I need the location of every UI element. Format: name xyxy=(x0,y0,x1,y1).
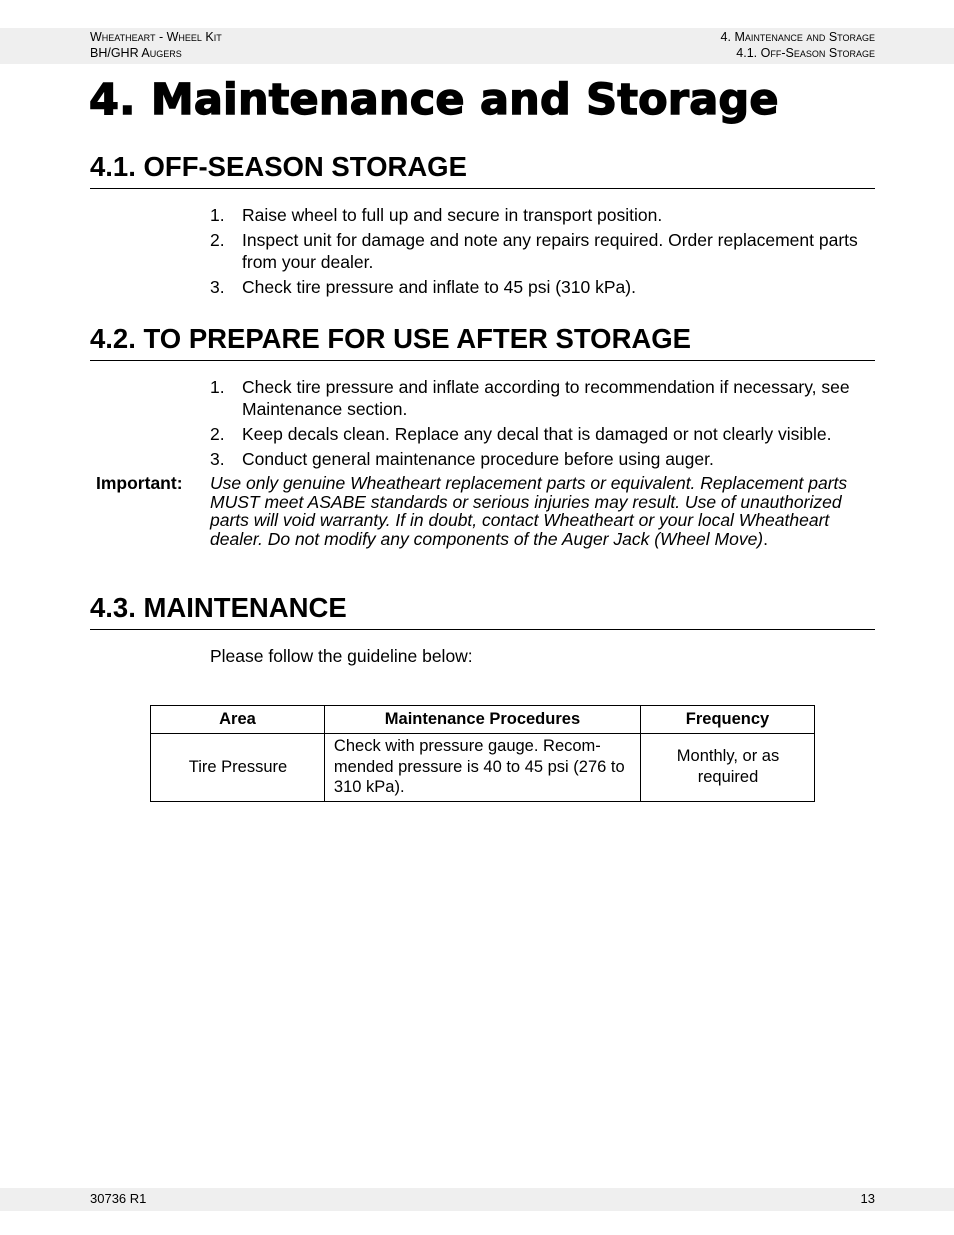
header-model: BH/GHR Augers xyxy=(90,46,182,60)
list-item-text: Inspect unit for damage and note any repairs required. Order replacement parts from your dealer. xyxy=(242,230,858,272)
list-item-text: Raise wheel to full up and secure in transport position. xyxy=(242,205,663,225)
header-left xyxy=(90,29,222,61)
header-section: 4.1. Off-Season Storage xyxy=(736,46,875,60)
prepare-after-storage-list xyxy=(210,377,880,474)
important-note-period: . xyxy=(763,528,769,549)
maintenance-intro: Please follow the guideline below: xyxy=(210,646,473,666)
table-row xyxy=(151,734,815,802)
column-header-area: Area xyxy=(151,706,325,734)
table-cell-procedure: Check with pressure gauge. Recom-mended pressure is 40 to 45 psi (276 to 310 kPa). xyxy=(324,734,640,802)
list-item-text: Check tire pressure and inflate to 45 psi (310 kPa). xyxy=(242,276,636,297)
list-item xyxy=(210,424,880,446)
list-item xyxy=(210,277,880,299)
list-item-text: Conduct general maintenance procedure before using auger. xyxy=(242,448,714,469)
header-chapter: 4. Maintenance and Storage xyxy=(720,30,875,44)
list-item-number: 2. xyxy=(210,230,225,250)
column-header-procedures: Maintenance Procedures xyxy=(324,706,640,734)
section-title-off-season-storage: 4.1. OFF-SEASON STORAGE xyxy=(90,150,875,189)
column-header-frequency: Frequency xyxy=(641,706,815,734)
maintenance-table xyxy=(150,705,815,802)
table-cell-area: Tire Pressure xyxy=(151,734,325,802)
list-item-number: 1. xyxy=(210,377,225,397)
footer-doc-number: 30736 R1 xyxy=(90,1191,147,1206)
list-item-number: 3. xyxy=(210,276,225,297)
chapter-title: 4. Maintenance and Storage xyxy=(89,75,779,125)
important-note-text: Use only genuine Wheatheart replacement parts or equivalent. Replacement parts MUST meet ASABE standards or serious injuries may result. Use of unauthorized parts will void warranty. If in doubt, contact Wheatheart or your local Wheatheart dealer. Do not modify any components of the Auger Jack (Wheel Move) xyxy=(210,473,848,549)
important-note xyxy=(210,474,878,548)
list-item-text: Keep decals clean. Replace any decal that is damaged or not clearly visible. xyxy=(242,423,832,444)
list-item xyxy=(210,449,880,471)
section-title-prepare-after-storage: 4.2. TO PREPARE FOR USE AFTER STORAGE xyxy=(90,322,875,361)
list-item-number: 3. xyxy=(210,448,225,469)
list-item xyxy=(210,205,880,227)
list-item xyxy=(210,377,880,420)
list-item-text: Check tire pressure and inflate according to recommendation if necessary, see Maintenance section. xyxy=(242,377,850,419)
header-right xyxy=(721,29,875,61)
table-header-row xyxy=(151,706,815,734)
important-label: Important: xyxy=(96,473,183,493)
off-season-storage-list xyxy=(210,205,880,302)
list-item xyxy=(210,230,880,273)
table-cell-frequency: Monthly, or as required xyxy=(641,734,815,802)
section-title-maintenance: 4.3. MAINTENANCE xyxy=(90,591,875,630)
header-product: Wheatheart - Wheel Kit xyxy=(90,30,222,44)
list-item-number: 2. xyxy=(210,423,225,444)
list-item-number: 1. xyxy=(210,205,225,225)
footer-page-number: 13 xyxy=(860,1191,875,1206)
